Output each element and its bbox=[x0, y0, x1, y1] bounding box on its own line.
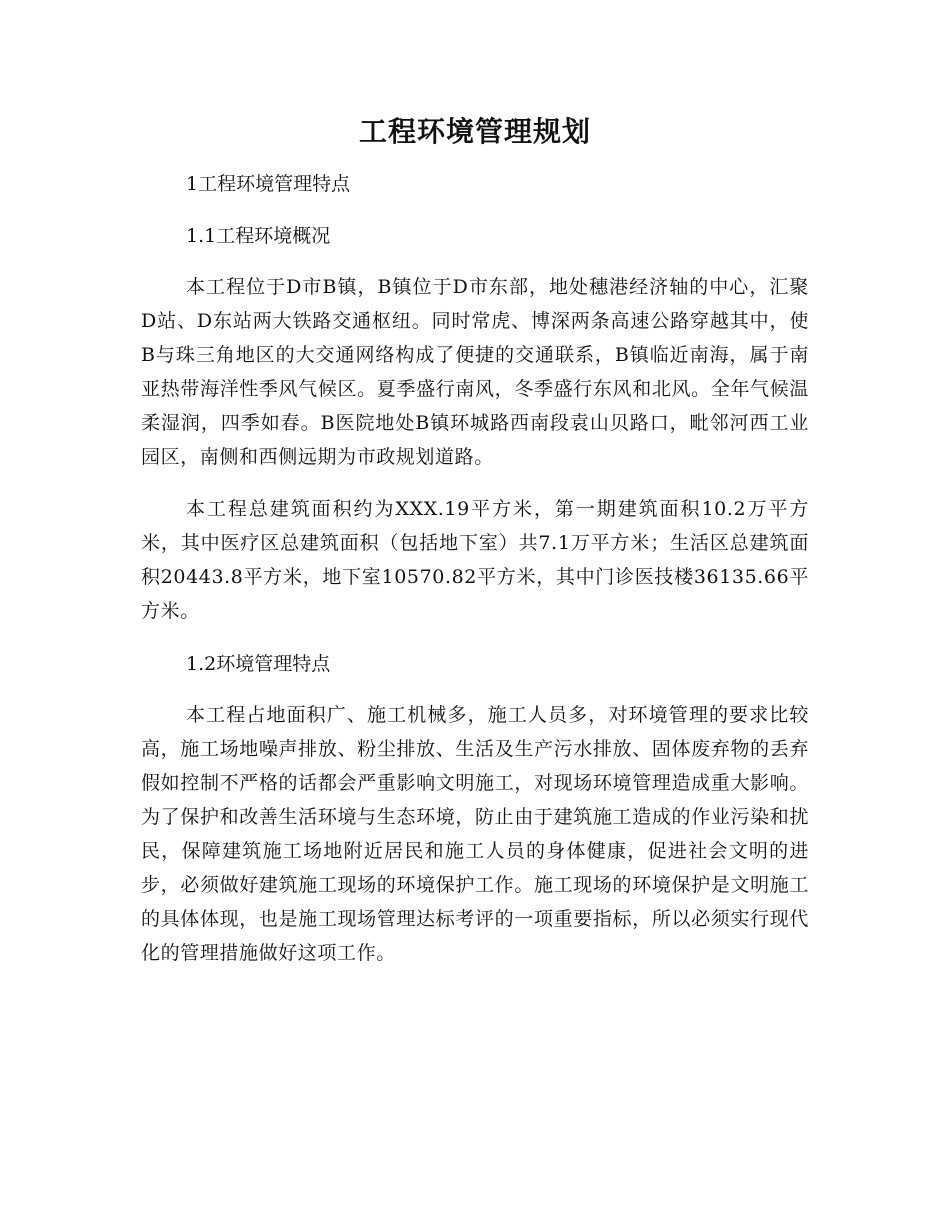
section-heading-1-1: 1.1工程环境概况 bbox=[186, 225, 331, 247]
paragraph-project-overview: 本工程位于D市B镇，B镇位于D市东部，地处穗港经济轴的中心，汇聚D站、D东站两大铁路交通枢纽。同时常虎、博深两条高速公路穿越其中，使B与珠三角地区的大交通网络构成了便捷的交通联系，B镇临近南海，属于南亚热带海洋性季风气候区。夏季盛行南风，冬季盛行东风和北风。全年气候温柔湿润，四季如春。B医院地处B镇环城路西南段袁山贝路口，毗邻河西工业园区，南侧和西侧远期为市政规划道路。 bbox=[141, 276, 809, 468]
section-heading-1-2: 1.2环境管理特点 bbox=[186, 653, 331, 675]
paragraph-management-features: 本工程占地面积广、施工机械多，施工人员多，对环境管理的要求比较高，施工场地噪声排放、粉尘排放、生活及生产污水排放、固体废弃物的丢弃假如控制不严格的话都会严重影响文明施工，对现场环境管理造成重大影响。为了保护和改善生活环境与生态环境，防止由于建筑施工造成的作业污染和扰民，保障建筑施工场地附近居民和施工人员的身体健康，促进社会文明的进步，必须做好建筑施工现场的环境保护工作。施工现场的环境保护是文明施工的具体体现，也是施工现场管理达标考评的一项重要指标，所以必须实行现代化的管理措施做好这项工作。 bbox=[141, 704, 809, 964]
paragraph-building-area: 本工程总建筑面积约为XXX.19平方米，第一期建筑面积10.2万平方米，其中医疗区总建筑面积（包括地下室）共7.1万平方米；生活区总建筑面积20443.8平方米，地下室10570.82平方米，其中门诊医技楼36135.66平方米。 bbox=[141, 498, 809, 622]
document-title: 工程环境管理规划 bbox=[358, 115, 591, 148]
document-body bbox=[141, 166, 809, 988]
section-heading-1: 1工程环境管理特点 bbox=[186, 173, 351, 195]
